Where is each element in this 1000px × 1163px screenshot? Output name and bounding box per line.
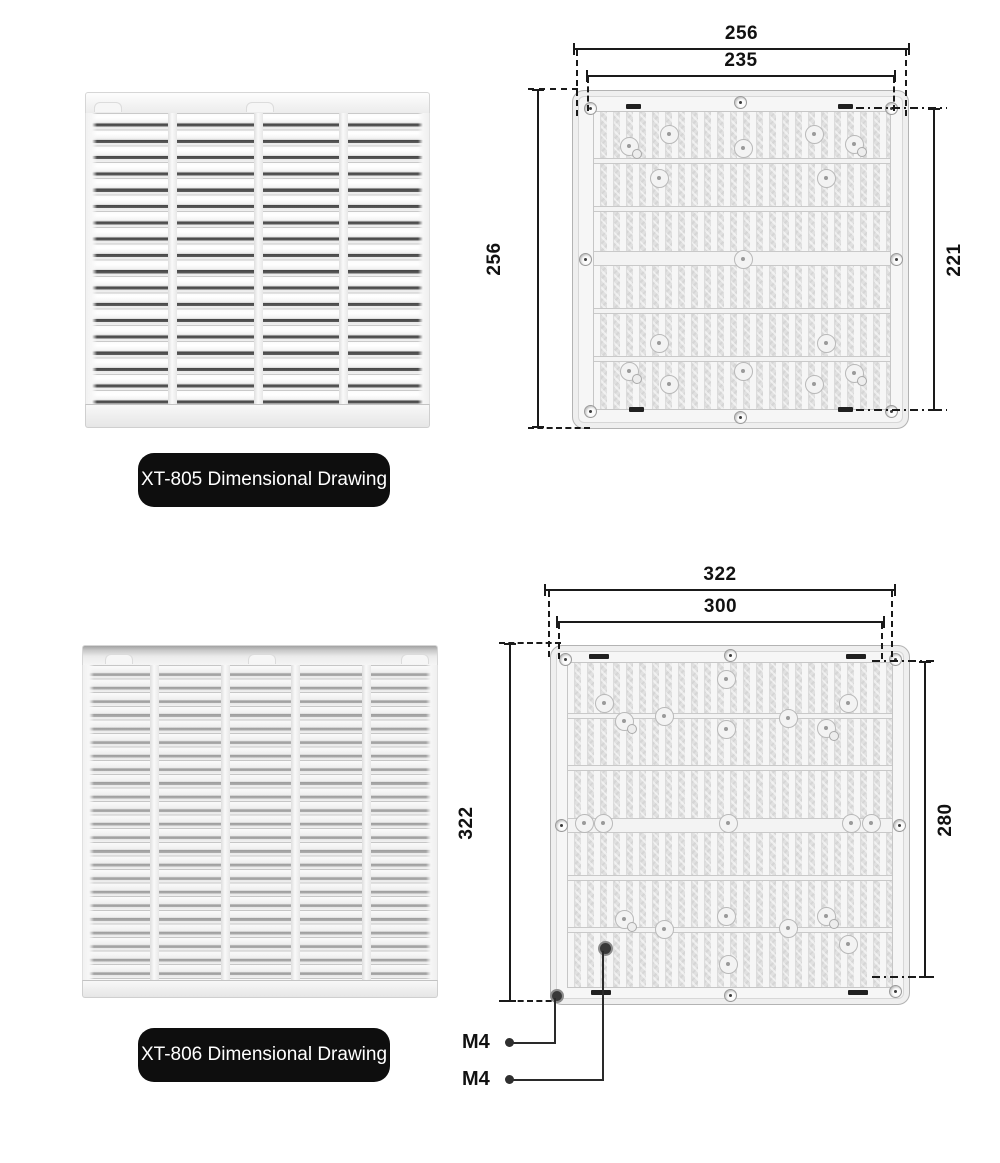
extension-line [893,77,895,111]
extension-line [856,409,947,411]
grid-rail [568,875,892,881]
rivet-boss [817,169,836,188]
extension-line [548,591,550,657]
m4-corner-screw [550,989,564,1003]
rivet-satellite [632,149,642,159]
rivet-boss [817,334,836,353]
m4-inner-screw [598,941,613,956]
rivet-boss [717,720,736,739]
grille-top-cap [85,92,430,113]
extension-line [528,427,590,429]
dim-label: 322 [456,805,477,840]
dim-label: 280 [935,802,956,837]
rivet-boss [817,907,836,926]
frame-clip [591,990,611,995]
louver-support [150,665,159,980]
leader-line [554,998,556,1043]
rivet-boss [862,814,881,833]
xt805-rear-drawing [572,90,909,429]
rivet-satellite [627,922,637,932]
leader-line [512,1042,556,1044]
extension-line [891,591,893,657]
louver-support [168,113,177,404]
rivet-boss [620,137,639,156]
rivet-boss [734,362,753,381]
frame-screw [734,96,747,109]
frame-screw [724,649,737,662]
cap-tab [105,654,133,664]
rivet-satellite [857,376,867,386]
frame-screw [584,102,597,115]
rivet-boss [845,364,864,383]
rivet-boss [615,712,634,731]
rivet-boss [839,694,858,713]
cap-tab [246,102,274,112]
extension-line [856,107,947,109]
rivet-boss [594,814,613,833]
rivet-boss [615,910,634,929]
rivet-satellite [829,919,839,929]
xt805-badge [138,453,390,507]
rivet-boss [817,719,836,738]
extension-line [872,660,938,662]
rivet-boss [719,814,738,833]
rivet-satellite [632,374,642,384]
dim-label: 221 [944,242,965,277]
dim-806-inner-width [556,596,885,623]
leader-line [512,1079,604,1081]
rivet-satellite [627,724,637,734]
dim-806-outer-height [456,643,511,1002]
grille-top-cap [82,645,438,665]
rivet-boss [655,707,674,726]
xt806-badge-label: XT-806 Dimensional Drawing [140,1044,388,1065]
grid-rail [568,927,892,933]
grid-rail [568,765,892,771]
xt806-badge [138,1028,390,1082]
extension-line [872,976,938,978]
dim-805-inner-width [586,50,896,77]
dim-label: 256 [724,23,759,44]
rivet-boss [655,920,674,939]
louver-support [291,665,300,980]
rivet-satellite [829,731,839,741]
grille-base [82,980,438,998]
dim-label: 322 [703,564,737,585]
frame-screw [724,989,737,1002]
rivet-boss [805,125,824,144]
rivet-boss [650,334,669,353]
dim-805-outer-height [484,89,539,428]
rivet-boss [719,955,738,974]
dim-806-outer-width [544,564,896,591]
dim-label: 300 [703,596,738,617]
frame-screw [889,985,902,998]
grille-base [85,404,430,428]
extension-line [576,50,578,116]
frame-clip [589,654,609,659]
frame-clip [848,990,868,995]
rivet-boss [805,375,824,394]
cap-tab [248,654,276,664]
frame-clip [846,654,866,659]
extension-line [499,642,561,644]
rivet-boss [734,250,753,269]
rivet-boss [845,135,864,154]
grid-rail [594,308,890,314]
frame-clip [629,407,644,412]
cap-tab [401,654,429,664]
rivet-boss [575,814,594,833]
rivet-boss [779,709,798,728]
rivet-boss [842,814,861,833]
rivet-boss [717,907,736,926]
rivet-boss [660,375,679,394]
m4-label-1: M4 [462,1031,490,1053]
frame-clip [838,407,853,412]
grid-rail [594,158,890,164]
rivet-boss [717,670,736,689]
xt805-badge-label: XT-805 Dimensional Drawing [140,469,388,490]
extension-line [587,77,589,111]
grid-rail [594,206,890,212]
grille-louvers [82,665,438,980]
extension-line [881,623,883,659]
leader-line [602,951,604,1080]
grille-louvers [85,113,430,404]
rivet-boss [734,139,753,158]
louver-support [362,665,371,980]
dim-806-inner-height [924,661,956,978]
dim-label: 235 [724,50,758,71]
frame-clip [838,104,853,109]
frame-screw [579,253,592,266]
rivet-boss [620,362,639,381]
xt806-front-photo [82,645,438,998]
frame-screw [885,405,898,418]
rivet-boss [595,694,614,713]
xt805-front-photo [85,92,430,428]
frame-screw [559,653,572,666]
frame-screw [893,819,906,832]
rivet-boss [650,169,669,188]
extension-line [528,88,578,90]
extension-line [558,623,560,659]
m4-label-2: M4 [462,1068,490,1090]
dim-805-inner-height [933,108,965,411]
frame-screw [584,405,597,418]
cap-tab [94,102,122,112]
dim-label: 256 [484,241,505,276]
frame-screw [555,819,568,832]
louver-support [339,113,348,404]
rivet-satellite [857,147,867,157]
rivet-boss [660,125,679,144]
leader-dot [505,1038,514,1047]
frame-screw [890,253,903,266]
rivet-boss [839,935,858,954]
louver-support [254,113,263,404]
frame-screw [734,411,747,424]
louver-support [221,665,230,980]
rivet-boss [779,919,798,938]
frame-clip [626,104,641,109]
leader-dot [505,1075,514,1084]
